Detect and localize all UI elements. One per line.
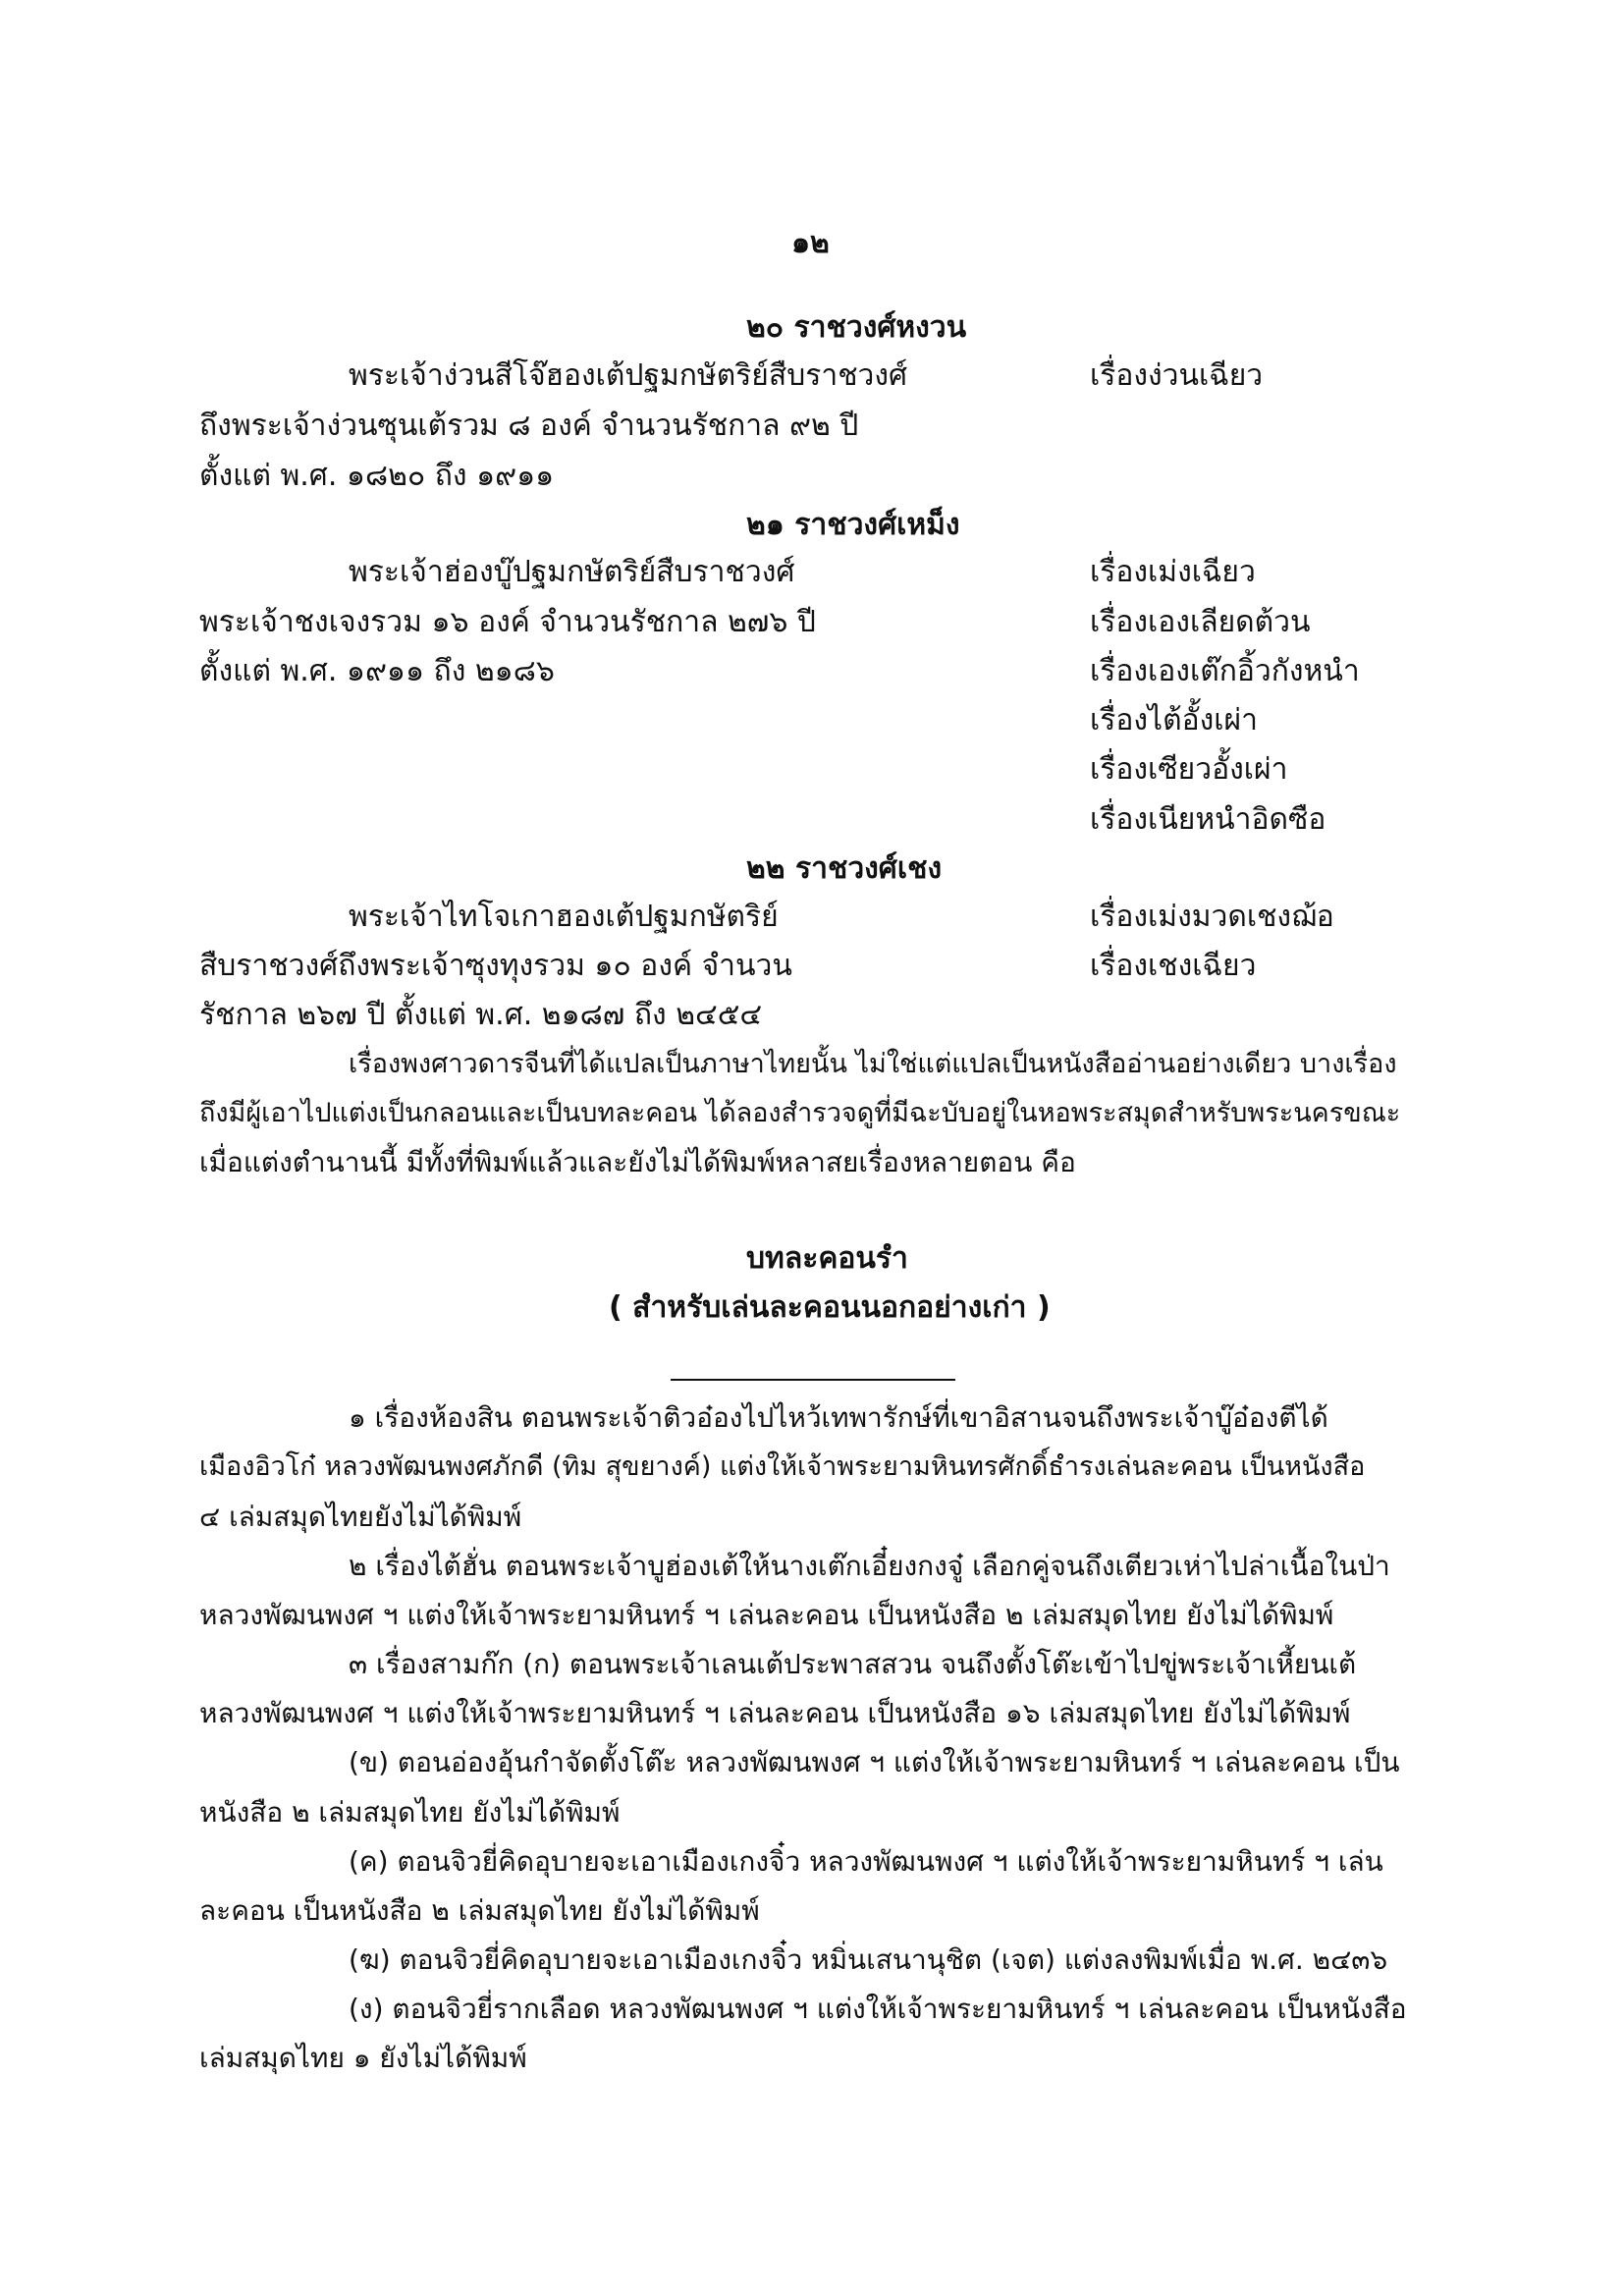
item-line-2: เมืองอิวโก๋ หลวงพัฒนพงศภักดี (ทิม สุขยางค์) แต่งให้เจ้าพระยามหินทรศักดิ์ธำรงเล่นละคอน เป็นหนังสือ <box>199 1451 1366 1482</box>
dynasty-21-line-1: พระเจ้าฮ่องบู๊ปฐมกษัตริย์สืบราชวงศ์ <box>349 555 795 589</box>
item-line-1: ๑ เรื่องห้องสิน ตอนพระเจ้าติวอ๋องไปไหว้เทพารักษ์ที่เขาอิสานจนถึงพระเจ้าบู๊อ๋องตีได้ <box>349 1401 1328 1434</box>
item-line-14: เล่มสมุดไทย ๑ ยังไม่ได้พิมพ์ <box>199 2042 527 2074</box>
dynasty-21-story-1: เรื่องเม่งเฉียว <box>1090 555 1256 589</box>
item-line-10: (ค) ตอนจิวยี่คิดอุบายจะเอาเมืองเกงจิ๋ว หลวงพัฒนพงศ ฯ แต่งให้เจ้าพระยามหินทร์ ฯ เล่น <box>349 1845 1383 1878</box>
dynasty-21-story-2: เรื่องเองเลียดต้วน <box>1090 605 1311 639</box>
dynasty-20-heading: ๒๐ ราชวงศ์หงวน <box>746 310 967 345</box>
section-divider <box>671 1379 955 1381</box>
dynasty-22-line-3: รัชกาล ๒๖๗ ปี ตั้งแต่ พ.ศ. ๒๑๘๗ ถึง ๒๔๕๔ <box>199 998 763 1032</box>
dynasty-22-heading: ๒๒ ราชวงศ์เชง <box>746 851 943 886</box>
intro-line-1: เรื่องพงศาวดารจีนที่ได้แปลเป็นภาษาไทยนั้น ไม่ใช่แต่แปลเป็นหนังสืออ่านอย่างเดียว บางเรื่อง <box>349 1049 1397 1079</box>
dynasty-22-line-2: สืบราชวงศ์ถึงพระเจ้าซุงทุงรวม ๑๐ องค์ จำนวน <box>199 949 792 983</box>
item-line-3: ๔ เล่มสมุดไทยยังไม่ได้พิมพ์ <box>199 1501 522 1533</box>
dynasty-20-line-3: ตั้งแต่ พ.ศ. ๑๘๒๐ ถึง ๑๙๑๑ <box>199 459 555 493</box>
dynasty-22-story-1: เรื่องเม่งมวดเชงฌ้อ <box>1090 900 1334 934</box>
item-line-5: หลวงพัฒนพงศ ฯ แต่งให้เจ้าพระยามหินทร์ ฯ เล่นละคอน เป็นหนังสือ ๒ เล่มสมุดไทย ยังไม่ได้พิมพ์ <box>199 1599 1334 1631</box>
section-title: บทละคอนรำ <box>746 1241 908 1276</box>
section-subtitle: ( สำหรับเล่นละคอนนอกอย่างเก่า ) <box>609 1290 1051 1325</box>
item-line-13: (ง) ตอนจิวยี่รากเลือด หลวงพัฒนพงศ ฯ แต่งให้เจ้าพระยามหินทร์ ฯ เล่นละคอน เป็นหนังสือ <box>349 1993 1407 2025</box>
dynasty-22-line-1: พระเจ้าไทโจเกาฮองเต้ปฐมกษัตริย์ <box>349 900 779 934</box>
dynasty-21-story-3: เรื่องเองเต๊กอิ้วกังหนำ <box>1090 654 1360 688</box>
page-number: ๑๒ <box>791 226 830 260</box>
intro-line-2: ถึงมีผู้เอาไปแต่งเป็นกลอนและเป็นบทละคอน ได้ลองสำรวจดูที่มีฉะบับอยู่ในหอพระสมุดสำหรับพระนครขณะ <box>199 1098 1401 1128</box>
item-line-9: หนังสือ ๒ เล่มสมุดไทย ยังไม่ได้พิมพ์ <box>199 1796 621 1829</box>
dynasty-21-line-3: ตั้งแต่ พ.ศ. ๑๙๑๑ ถึง ๒๑๘๖ <box>199 654 555 688</box>
dynasty-20-line-2: ถึงพระเจ้าง่วนซุนเต้รวม ๘ องค์ จำนวนรัชกาล ๙๒ ปี <box>199 409 859 443</box>
dynasty-21-story-6: เรื่องเนียหนำอิดซือ <box>1090 802 1326 837</box>
intro-line-3: เมื่อแต่งตำนานนี้ มีทั้งที่พิมพ์แล้วและยังไม่ได้พิมพ์หลาสยเรื่องหลายตอน คือ <box>199 1146 1076 1178</box>
item-line-7: หลวงพัฒนพงศ ฯ แต่งให้เจ้าพระยามหินทร์ ฯ เล่นละคอน เป็นหนังสือ ๑๖ เล่มสมุดไทย ยังไม่ได้พิมพ์ <box>199 1697 1351 1729</box>
item-line-4: ๒ เรื่องไต้ฮั่น ตอนพระเจ้าบูฮ่องเต้ให้นางเต๊กเอี๋ยงกงจู๋ เลือกคู่จนถึงเตียวเห่าไปล่าเนื้อในป่า <box>349 1550 1390 1582</box>
dynasty-21-story-5: เรื่องเซียวอั้งเผ่า <box>1090 752 1288 787</box>
dynasty-21-story-4: เรื่องไต้อั้งเผ่า <box>1090 703 1258 738</box>
dynasty-22-story-2: เรื่องเชงเฉียว <box>1090 949 1257 983</box>
dynasty-20-story-1: เรื่องง่วนเฉียว <box>1090 358 1264 393</box>
dynasty-21-heading: ๒๑ ราชวงศ์เหม็ง <box>746 508 960 542</box>
item-line-6: ๓ เรื่องสามก๊ก (ก) ตอนพระเจ้าเลนเต้ประพาสสวน จนถึงตั้งโต๊ะเข้าไปขู่พระเจ้าเหี้ยนเต้ <box>349 1648 1357 1680</box>
item-line-12: (ฆ) ตอนจิวยี่คิดอุบายจะเอาเมืองเกงจิ๋ว หมิ่นเสนานุชิต (เจต) แต่งลงพิมพ์เมื่อ พ.ศ. ๒๔๓๖ <box>349 1943 1388 1976</box>
item-line-8: (ข) ตอนอ่องอุ้นกำจัดตั้งโต๊ะ หลวงพัฒนพงศ ฯ แต่งให้เจ้าพระยามหินทร์ ฯ เล่นละคอน เป็น <box>349 1746 1400 1778</box>
item-line-11: ละคอน เป็นหนังสือ ๒ เล่มสมุดไทย ยังไม่ได้พิมพ์ <box>199 1894 760 1927</box>
dynasty-20-line-1: พระเจ้าง่วนสีโจ๊ฮองเต้ปฐมกษัตริย์สืบราชวงศ์ <box>349 358 908 393</box>
dynasty-21-line-2: พระเจ้าชงเจงรวม ๑๖ องค์ จำนวนรัชกาล ๒๗๖ ปี <box>199 605 816 639</box>
